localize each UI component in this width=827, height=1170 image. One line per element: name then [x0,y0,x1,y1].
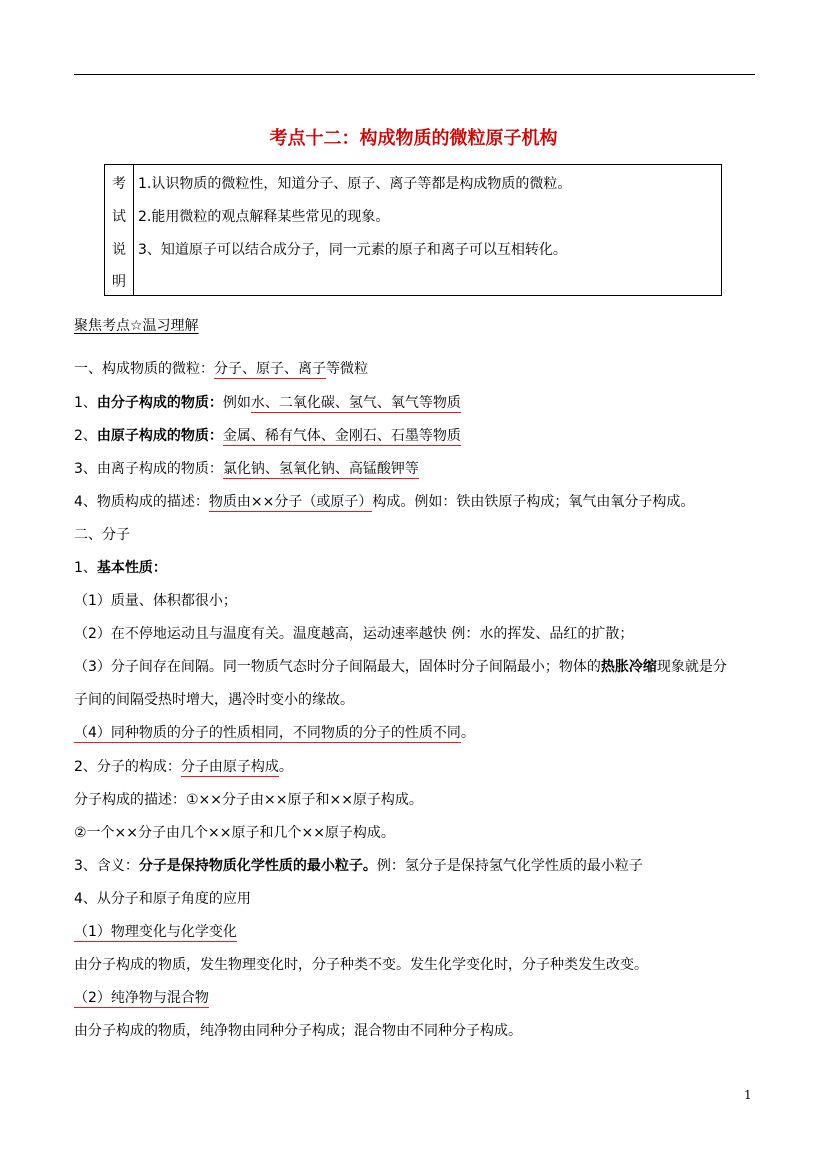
exam-description-box [104,164,722,296]
section-subheading: 二、分子 [74,527,130,543]
paragraph: （2）纯净物与混合物 [74,990,209,1006]
label-char: 试 [112,209,126,225]
label-char: 说 [112,242,126,258]
paragraph: ②一个××分子由几个××原子和几个××原子构成。 [74,825,395,841]
paragraph: 分子构成的描述：①××分子由××原子和××原子构成。 [74,792,423,808]
label-char: 考 [112,176,126,192]
section-heading: 聚焦考点☆温习理解 [74,318,199,334]
requirement-line: 1.认识物质的微粒性，知道分子、原子、离子等都是构成物质的微粒。 [138,176,572,192]
paragraph: 2、由原子构成的物质：金属、稀有气体、金刚石、石墨等物质 [74,428,461,444]
page-number: 1 [744,1088,752,1102]
paragraph: （1）质量、体积都很小； [74,593,237,609]
requirement-line: 2.能用微粒的观点解释某些常见的现象。 [138,209,390,225]
paragraph: （2）在不停地运动且与温度有关。温度越高，运动速率越快 例：水的挥发、品红的扩散； [74,626,634,642]
paragraph: 4、物质构成的描述：物质由××分子（或原子）构成。例如：铁由铁原子构成；氧气由氧分子构成。 [74,494,695,510]
paragraph: （3）分子间存在间隔。同一物质气态时分子间隔最大，固体时分子间隔最小；物体的热胀冷缩现象就是分 [74,659,727,675]
paragraph: 2、分子的构成：分子由原子构成。 [74,759,293,775]
paragraph: 由分子构成的物质，发生物理变化时，分子种类不变。发生化学变化时，分子种类发生改变。 [74,957,648,973]
paragraph: 一、构成物质的微粒：分子、原子、离子等微粒 [74,361,368,377]
page-title: 考点十二：构成物质的微粒原子机构 [269,128,558,149]
paragraph: 1、基本性质： [74,560,167,576]
exam-description-label [105,165,134,295]
paragraph: 由分子构成的物质，纯净物由同种分子构成；混合物由不同种分子构成。 [74,1023,522,1039]
paragraph: 1、由分子构成的物质：例如水、二氧化碳、氢气、氧气等物质 [74,395,461,411]
paragraph: （4）同种物质的分子的性质相同，不同物质的分子的性质不同。 [74,725,475,741]
paragraph: （1）物理变化与化学变化 [74,924,237,940]
requirement-line: 3、知道原子可以结合成分子，同一元素的原子和离子可以互相转化。 [138,242,567,258]
paragraph: 4、从分子和原子角度的应用 [74,891,251,907]
paragraph: 子间的间隔受热时增大，遇冷时变小的缘故。 [74,692,354,708]
paragraph: 3、含义：分子是保持物质化学性质的最小粒子。例：氢分子是保持氢气化学性质的最小粒子 [74,858,643,874]
header-rule [74,74,755,75]
paragraph: 3、由离子构成的物质：氯化钠、氢氧化钠、高锰酸钾等 [74,461,419,477]
label-char: 明 [112,274,126,290]
